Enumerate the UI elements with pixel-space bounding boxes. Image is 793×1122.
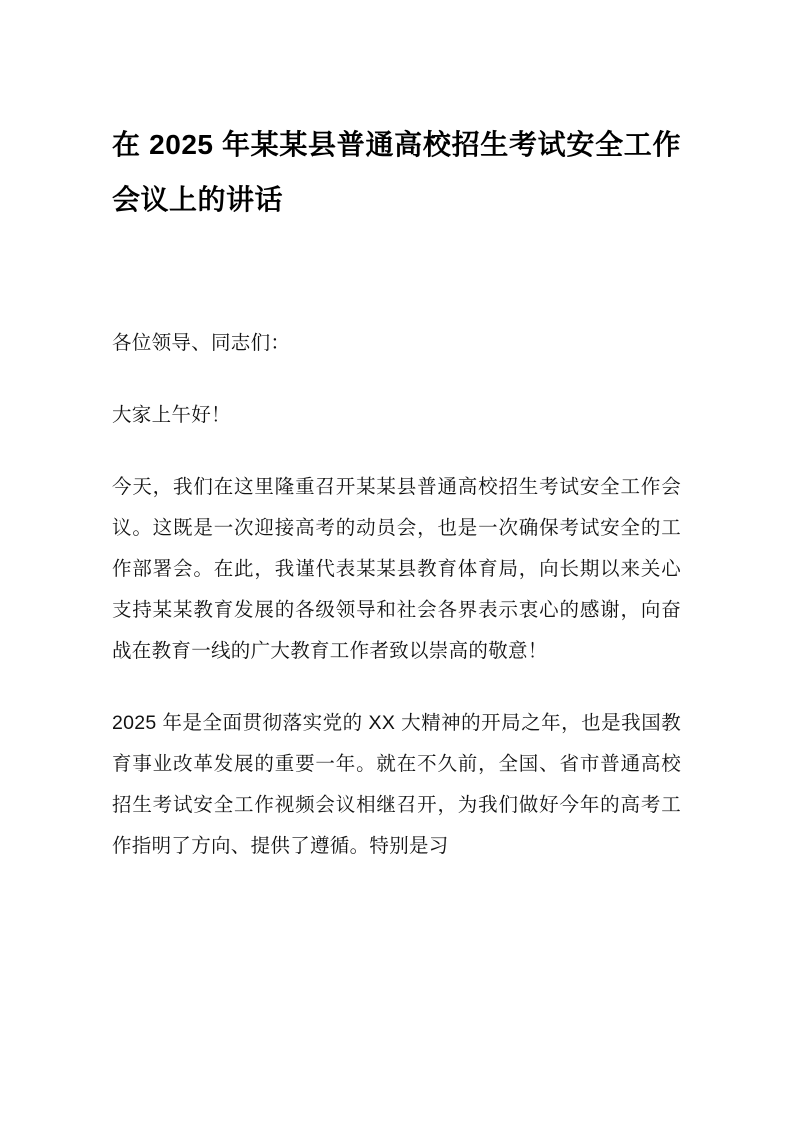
document-body <box>112 323 681 866</box>
paragraph-body-2: 2025 年是全面贯彻落实党的 XX 大精神的开局之年，也是我国教育事业改革发展的重要一年。就在不久前，全国、省市普通高校招生考试安全工作视频会议相继召开，为我们做好今年的高考工作指明了方向、提供了遵循。特别是习 <box>112 711 681 857</box>
paragraph-body-1: 今天，我们在这里隆重召开某某县普通高校招生考试安全工作会议。这既是一次迎接高考的动员会，也是一次确保考试安全的工作部署会。在此，我谨代表某某县教育体育局，向长期以来关心支持某某教育发展的各级领导和社会各界表示衷心的感谢，向奋战在教育一线的广大教育工作者致以崇高的敬意！ <box>112 476 681 662</box>
title-block <box>112 118 681 227</box>
page-title: 在 2025 年某某县普通高校招生考试安全工作会议上的讲话 <box>112 129 681 215</box>
paragraph-greeting: 大家上午好！ <box>112 404 231 427</box>
paragraph-salutation: 各位领导、同志们： <box>112 332 291 355</box>
